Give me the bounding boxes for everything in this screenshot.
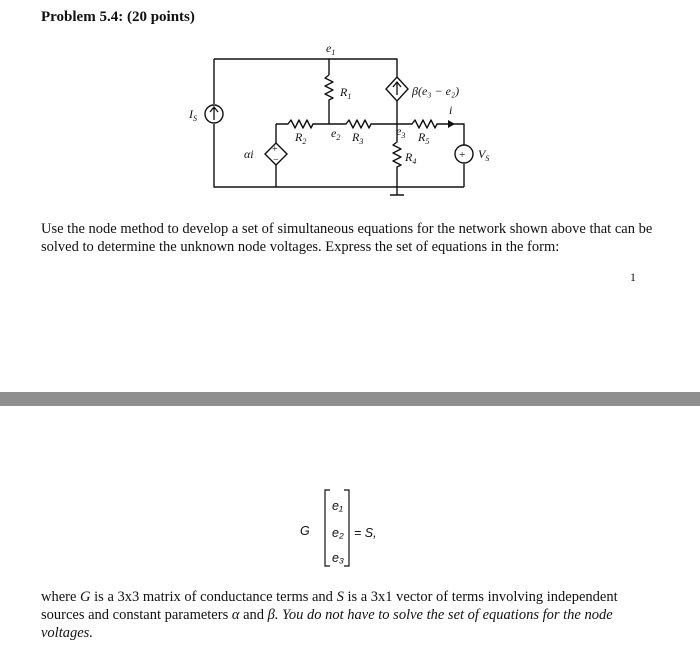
label-r5: $R_5$ — [418, 130, 430, 146]
label-r4: $R_4$ — [405, 150, 417, 166]
alpha-minus-sign: − — [273, 155, 279, 166]
closing-text-2: is a 3x3 matrix of conductance terms and — [90, 589, 337, 605]
symbol-s: S — [336, 589, 344, 605]
matrix-entry-e2: e₂ — [332, 526, 344, 540]
label-is: $I_S$ — [189, 107, 197, 123]
closing-text-5: . You do not have to solve the set of equations for the node voltages. — [41, 607, 613, 641]
symbol-beta: β — [267, 607, 275, 623]
label-current-i: i — [449, 103, 453, 117]
left-bracket — [325, 490, 330, 566]
closing-text-1: where — [41, 589, 81, 605]
symbol-g: G — [80, 589, 91, 605]
label-beta-source: β(e₃ − e₂) — [412, 84, 460, 98]
matrix-entry-e1: e₁ — [332, 499, 343, 513]
label-e3: $e_3$ — [396, 124, 406, 140]
page-marker: 1 — [630, 270, 636, 284]
closing-text-4: and — [239, 607, 268, 623]
instructions-paragraph: Use the node method to develop a set of simultaneous equations for the network shown above that can be solved to determine the unknown node voltages. Express the set of equations in the form: — [41, 221, 653, 255]
alpha-plus-sign: + — [272, 144, 278, 155]
label-r1: $R_1$ — [340, 85, 352, 101]
equation-rhs: = S, — [354, 526, 377, 540]
matrix-entry-e3: e₃ — [332, 551, 344, 565]
vs-plus-sign: + — [459, 149, 466, 161]
label-alpha-i: αi — [244, 147, 254, 161]
closing-paragraph — [41, 588, 661, 642]
closing-text-3: is a 3x1 vector of terms involving independent sources and constant parameters — [41, 589, 618, 623]
symbol-alpha: α — [231, 607, 240, 623]
right-bracket — [344, 490, 349, 566]
problem-title: Problem 5.4: (20 points) — [41, 9, 195, 25]
label-e2: $e_2$ — [331, 126, 341, 142]
label-vs: $V_S$ — [478, 147, 490, 163]
matrix-label-g: G — [300, 524, 310, 538]
label-r2: $R_2$ — [295, 130, 307, 146]
label-e1: $e_1$ — [326, 41, 336, 57]
label-r3: $R_3$ — [352, 130, 364, 146]
